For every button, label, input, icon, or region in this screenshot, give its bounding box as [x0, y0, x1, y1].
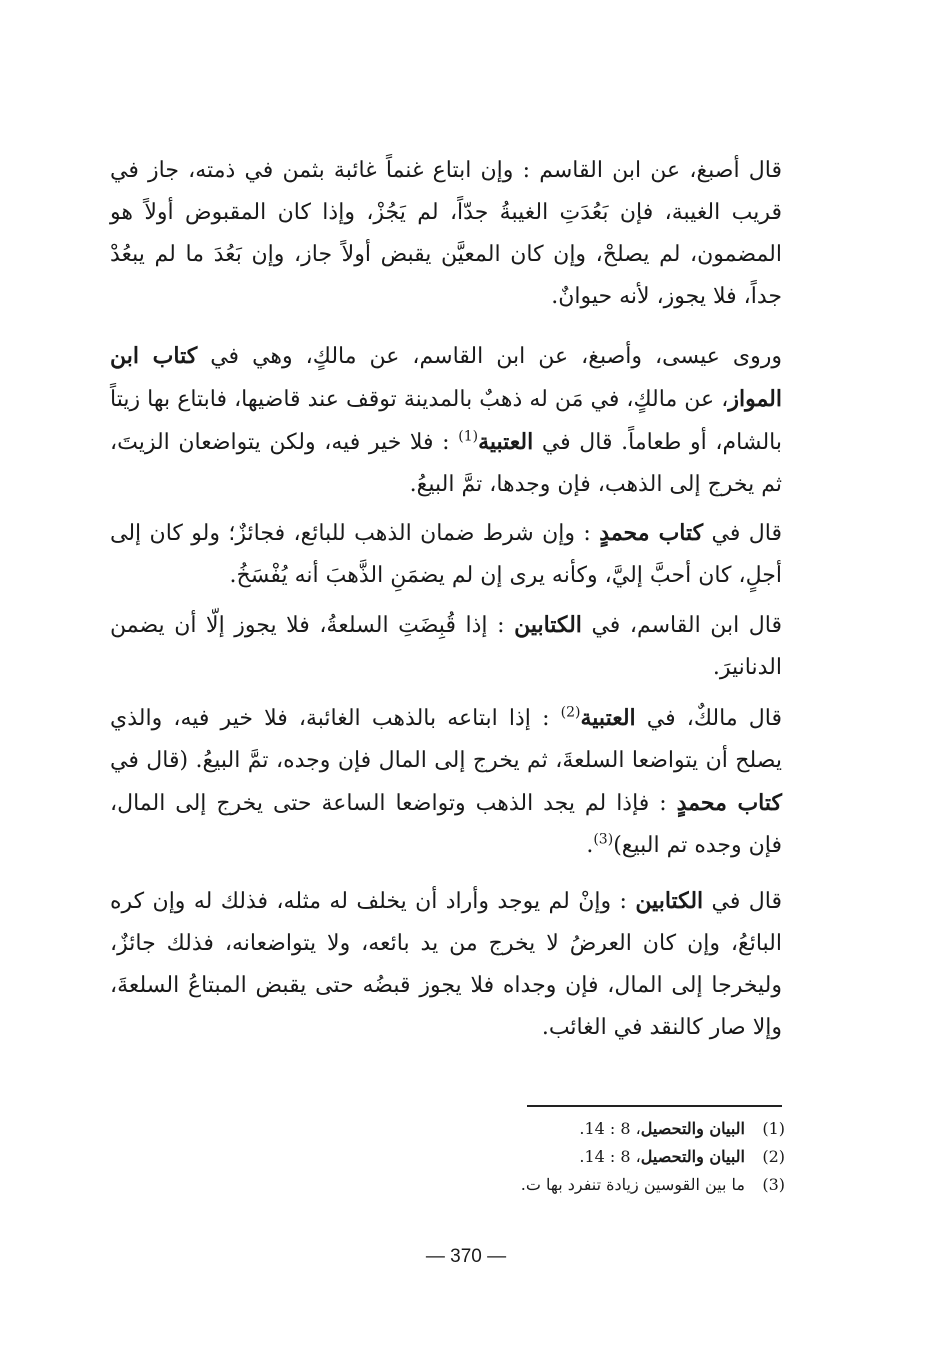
paragraph-text: قال في [703, 889, 782, 914]
footnote-marker: (2) [560, 704, 581, 721]
paragraph [110, 880, 782, 1049]
paragraph-text: : فلا خير فيه، ولكن يتواضعان الزيتَ، ثم يخرج إلى الذهب، فإن وجدها، تمَّ البيعُ. [110, 430, 782, 497]
footnote [400, 1143, 785, 1171]
footnotes [400, 1115, 785, 1199]
footnote-marker: (3) [593, 831, 614, 848]
footnote-number: (1) [762, 1119, 785, 1138]
book-title: الكتابين [514, 612, 582, 638]
footnote-reference: ، 8 : 14. [579, 1119, 641, 1138]
paragraph-text: قال مالكٌ، في [635, 706, 782, 731]
paragraph-text: قال أصبغ، عن ابن القاسم : وإن ابتاع غنماً غائبة بثمن في ذمته، جاز في قريب الغيبة، فإن بَعُدَتِ الغيبةُ جدّاً، لم يَجُزْ، وإذا كان المقبوض أولاً هو المضمون، لم يصلحْ، وإن كان المعيَّن يقبض أولاً جاز، وإن بَعُدَ ما لم يبعُدْ جداً، فلا يجوز، لأنه حيوانٌ. [110, 158, 782, 309]
paragraph [110, 604, 782, 689]
paragraph-text: : إذا قُبِضَتِ السلعةُ، فلا يجوز إلّا أن يضمن الدنانيرَ. [110, 613, 782, 680]
paragraph-text: : وإنْ لم يوجد وأراد أن يخلف له مثله، فذلك له وإن كره البائعُ، وإن كان العرضُ لا يخرج من يد بائعه، ولا يتواضعانه، فذلك جائزٌ، وليخرجا إلى المال، فإن وجداه فلا يجوز قبضُه حتى يقبض المبتاعُ السلعةَ، وإلا صار كالنقد في الغائب. [110, 889, 782, 1040]
footnote-source: البيان والتحصيل [640, 1119, 745, 1138]
paragraph-text: وروى عيسى، وأصبغ، عن ابن القاسم، عن مالكٍ، وهي في [197, 344, 782, 369]
footnote-number: (2) [762, 1147, 785, 1166]
footnote [400, 1115, 785, 1143]
book-title: العتبية [580, 705, 636, 731]
paragraph [110, 512, 782, 597]
paragraph-text: ، عن مالكٍ، في مَن له ذهبٌ بالمدينة توقف عند قاضيها، فابتاع بها زيتاً بالشام، أو طعاماً. قال في [110, 387, 782, 455]
page-number: — 370 — [425, 1246, 507, 1267]
footnote-marker: (1) [458, 428, 479, 445]
paragraph [110, 335, 782, 506]
paragraph-text: قال في [703, 521, 783, 546]
book-title: العتبية [478, 429, 534, 455]
book-title: الكتابين [635, 888, 704, 914]
footnote-divider [527, 1105, 782, 1107]
footnote [400, 1171, 785, 1199]
paragraph-text: . [586, 833, 594, 858]
paragraph-text: : وإن شرط ضمان الذهب للبائع، فجائزٌ؛ ولو كان إلى أجلٍ، كان أحبَّ إليَّ، وكأنه يرى إن لم يضمَنِ الذَّهبَ أنه يُفْسَخُ. [110, 521, 782, 588]
paragraph-text: : فإذا لم يجد الذهب وتواضعا الساعة حتى يخرج إلى المال، فإن وجده تم البيع) [110, 791, 782, 858]
footnote-number: (3) [762, 1175, 785, 1194]
footnote-source: البيان والتحصيل [640, 1147, 745, 1166]
book-title: كتاب ابن المواز [110, 343, 782, 412]
footnote-reference: ، 8 : 14. [579, 1147, 641, 1166]
footnote-reference: ما بين القوسين زيادة تنفرد بها ت. [520, 1175, 745, 1194]
book-title: كتاب محمدٍ [676, 790, 782, 816]
paragraph [110, 697, 782, 867]
paragraph-text: : إذا ابتاعه بالذهب الغائبة، فلا خير فيه، والذي يصلح أن يتواضعا السلعةَ، ثم يخرج إلى المال فإن وجده، تمَّ البيعُ. (قال في [110, 706, 782, 773]
book-title: كتاب محمدٍ [599, 520, 704, 546]
paragraph-text: قال ابن القاسم، في [581, 613, 782, 638]
paragraph [110, 150, 782, 318]
